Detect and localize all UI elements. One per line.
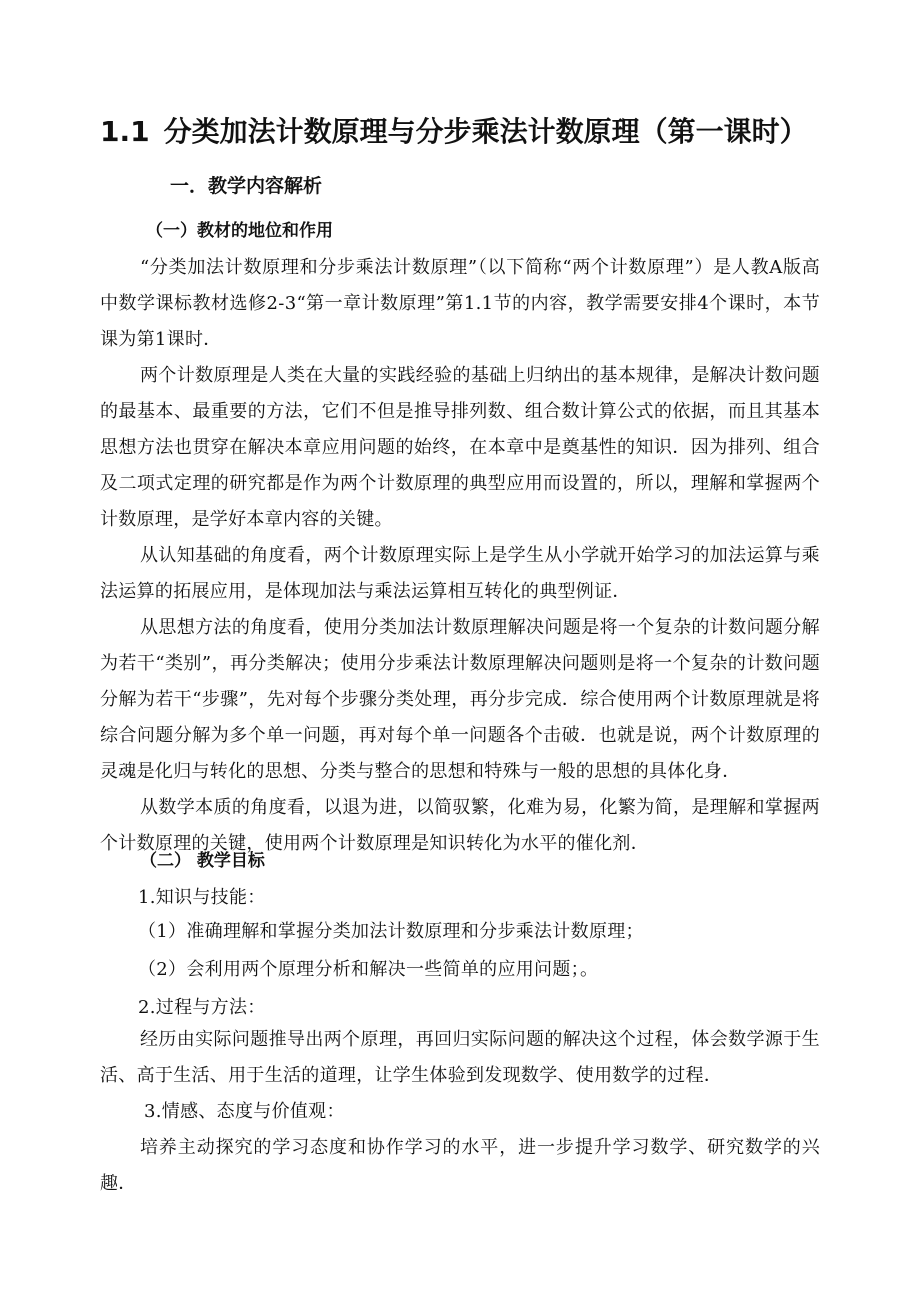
document-title (100, 108, 820, 156)
goal-process-text: 经历由实际问题推导出两个原理，再回归实际问题的解决这个过程，体会数学源于生活、高于生活、用于生活的道理，让学生体验到发现数学、使用数学的过程． (100, 1029, 820, 1086)
paragraph-cognitive-basis: 从认知基础的角度看，两个计数原理实际上是学生从小学就开始学习的加法运算与乘法运算的拓展应用，是体现加法与乘法运算相互转化的典型例证． (100, 545, 820, 602)
goal-attitude-text: 培养主动探究的学习态度和协作学习的水平，进一步提升学习数学、研究数学的兴趣． (100, 1137, 820, 1194)
section-heading-teaching-content: 一．教学内容解析 (170, 175, 323, 197)
paragraph-principles: 两个计数原理是人类在大量的实践经验的基础上归纳出的基本规律，是解决计数问题的最基本、最重要的方法，它们不但是推导排列数、组合数计算公式的依据，而且其基本思想方法也贯穿在解决本章应用问题的始终，在本章中是奠基性的知识．因为排列、组合及二项式定理的研究都是作为两个计数原理的典型应用而设置的，所以，理解和掌握两个计数原理，是学好本章内容的关键。 (100, 365, 820, 530)
goal-knowledge-heading: 1.知识与技能： (138, 887, 266, 908)
goal-process-heading: 2.过程与方法： (138, 997, 266, 1018)
title-text: 分类加法计数原理与分步乘法计数原理（第一课时） (163, 115, 808, 148)
goal-knowledge-item: （1）准确理解和掌握分类加法计数原理和分步乘法计数原理； (138, 921, 644, 942)
subsection-heading-teaching-goals: （二） 教学目标 (140, 851, 265, 871)
goal-knowledge-item: （2）会利用两个原理分析和解决一些简单的应用问题；。 (138, 959, 599, 980)
paragraph-thinking-method: 从思想方法的角度看，使用分类加法计数原理解决问题是将一个复杂的计数问题分解为若干“类别”，再分类解决；使用分步乘法计数原理解决问题则是将一个复杂的计数问题分解为若干“步骤”，先对每个步骤分类处理，再分步完成．综合使用两个计数原理就是将综合问题分解为多个单一问题，再对每个单一问题各个击破．也就是说，两个计数原理的灵魂是化归与转化的思想、分类与整合的思想和特殊与一般的思想的具体化身． (100, 617, 820, 782)
goal-attitude-heading: 3.情感、态度与价值观： (144, 1101, 345, 1122)
paragraph-intro: “分类加法计数原理和分步乘法计数原理”（以下简称“两个计数原理”）是人教A版高中数学课标教材选修2-3“第一章计数原理”第1.1节的内容，教学需要安排4个课时，本节课为第1课时． (100, 257, 820, 350)
subsection-heading-textbook-role: （一）教材的地位和作用 (146, 221, 333, 241)
paragraph-math-essence: 从数学本质的角度看，以退为进，以简驭繁，化难为易，化繁为简，是理解和掌握两个计数原理的关键，使用两个计数原理是知识转化为水平的催化剂． (100, 797, 820, 854)
title-number: 1.1 (100, 115, 150, 148)
